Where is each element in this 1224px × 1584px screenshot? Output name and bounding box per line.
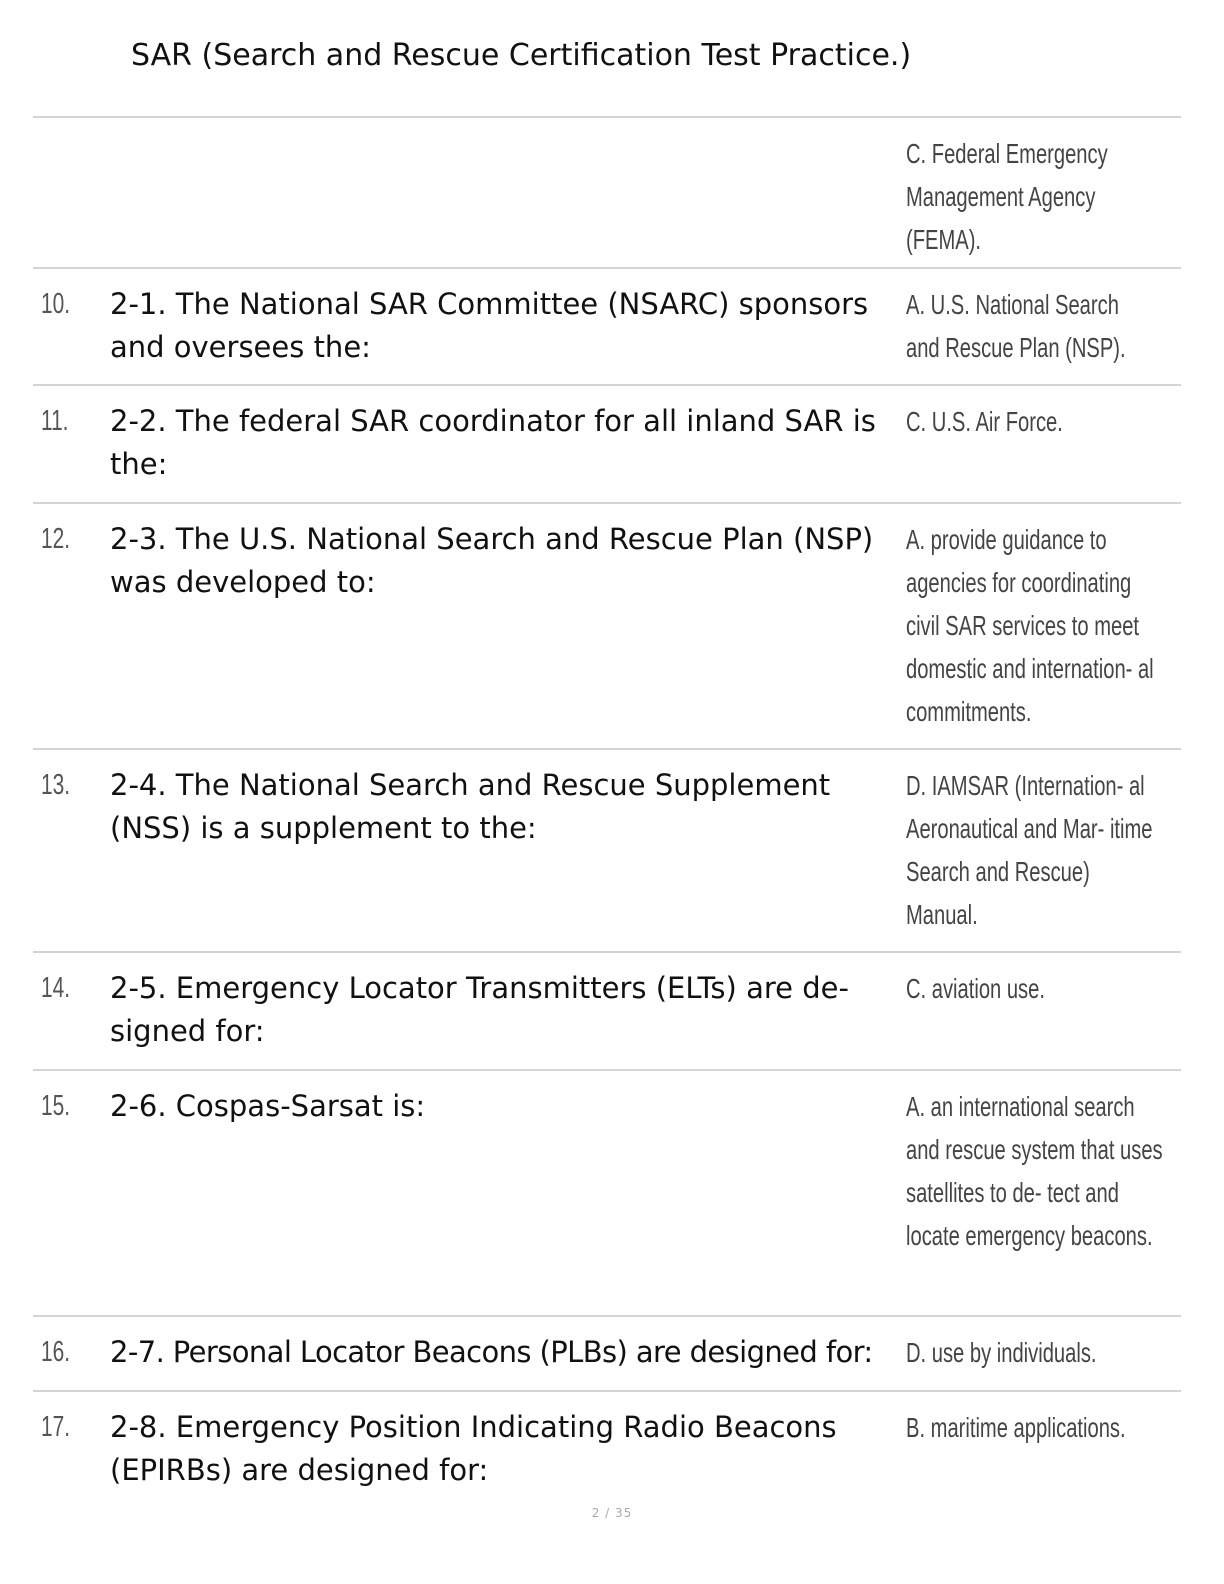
question-text: 2-2. The federal SAR coordinator for all inland SAR is the: (110, 404, 876, 481)
row-number: 15. (41, 1090, 71, 1122)
table-row (33, 1390, 1181, 1500)
table-row (33, 748, 1181, 951)
flashcard-table (33, 116, 1181, 1500)
answer-text: D. IAMSAR (Internation- al Aeronautical and Mar- itime Search and Rescue) Manual. (906, 770, 1153, 930)
question-text: 2-7. Personal Locator Beacons (PLBs) are designed for: (110, 1335, 873, 1369)
answer-text: B. maritime applications. (906, 1412, 1126, 1443)
table-row (33, 267, 1181, 384)
row-number: 12. (41, 523, 71, 555)
table-row (33, 1069, 1181, 1315)
question-text: 2-6. Cospas-Sarsat is: (110, 1089, 426, 1123)
row-number: 16. (41, 1336, 71, 1368)
row-number: 17. (41, 1411, 71, 1443)
question-text: 2-8. Emergency Position Indicating Radio Beacons (EPIRBs) are designed for: (110, 1410, 837, 1487)
table-row (33, 116, 1181, 267)
answer-text: D. use by individuals. (906, 1337, 1097, 1368)
answer-text: A. U.S. National Search and Rescue Plan (NSP). (906, 289, 1126, 363)
row-number: 11. (41, 405, 69, 437)
row-number: 10. (41, 288, 71, 320)
answer-text: C. aviation use. (906, 973, 1045, 1004)
answer-text: C. Federal Emergency Management Agency (FEMA). (906, 138, 1108, 255)
row-number: 14. (41, 972, 71, 1004)
row-number: 13. (41, 769, 71, 801)
answer-text: A. provide guidance to agencies for coordinating civil SAR services to meet domestic and internation- al commitments. (906, 524, 1154, 727)
table-row (33, 951, 1181, 1069)
question-text: 2-5. Emergency Locator Transmitters (ELTs) are de- signed for: (110, 971, 849, 1048)
table-row (33, 502, 1181, 748)
answer-text: C. U.S. Air Force. (906, 406, 1063, 437)
question-text: 2-4. The National Search and Rescue Supplement (NSS) is a supplement to the: (110, 768, 831, 845)
question-text: 2-3. The U.S. National Search and Rescue Plan (NSP) was developed to: (110, 522, 874, 599)
table-row (33, 384, 1181, 502)
document-title: SAR (Search and Rescue Certification Test Practice.) (131, 38, 912, 73)
page-number: 2 / 35 (591, 1506, 633, 1520)
table-row (33, 1315, 1181, 1390)
question-text: 2-1. The National SAR Committee (NSARC) sponsors and oversees the: (110, 287, 869, 364)
answer-text: A. an international search and rescue system that uses satellites to de- tect and locate emergency beacons. (906, 1091, 1163, 1251)
